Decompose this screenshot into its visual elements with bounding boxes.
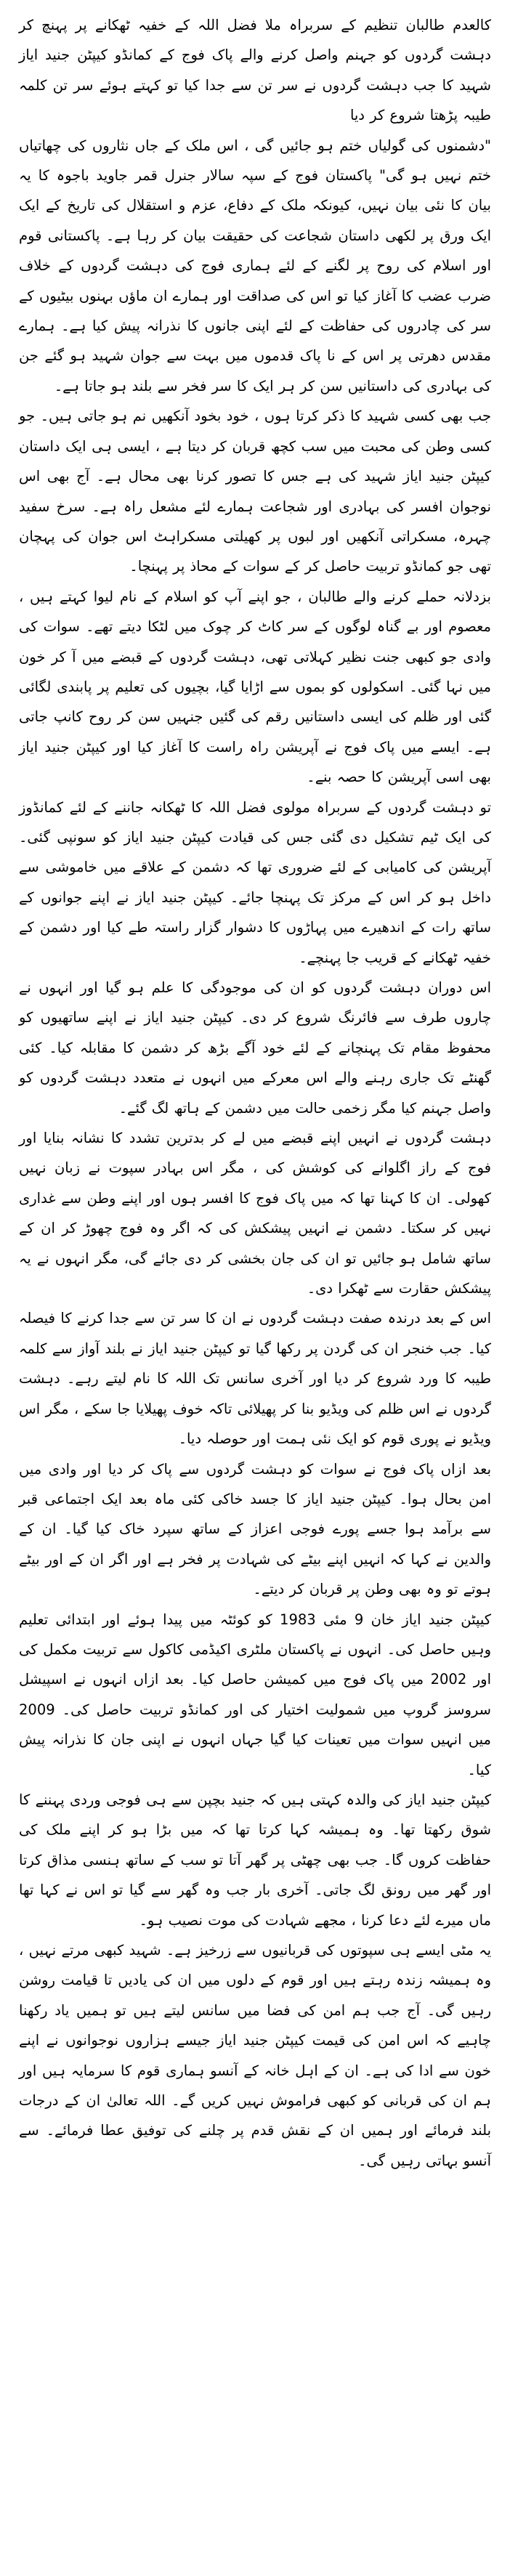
article-paragraph: یہ مٹی ایسے ہی سپوتوں کی قربانیوں سے زرخیز ہے۔ شہید کبھی مرتے نہیں ، وہ ہمیشہ زندہ رہتے ہیں اور قوم کے دلوں میں ان کی یادیں تا قیامت روشن رہیں گی۔ آج جب ہم امن کی فضا میں سانس لیتے ہیں تو ہمیں یاد رکھنا چاہیے کہ اس امن کی قیمت کیپٹن جنید ایاز جیسے ہزاروں نوجوانوں نے اپنے خون سے ادا کی ہے۔ ان کے اہل خانہ کے آنسو ہماری قوم کا سرمایہ ہیں اور ہم ان کی قربانی کو کبھی فراموش نہیں کریں گے۔ اللہ تعالیٰ ان کے درجات بلند فرمائے اور ہمیں ان کے نقش قدم پر چلنے کی توفیق عطا فرمائے۔ سے آنسو بہاتی رہیں گی۔ bbox=[19, 1942, 491, 2169]
article-paragraph: کیپٹن جنید ایاز کی والدہ کہتی ہیں کہ جنید بچپن سے ہی فوجی وردی پہننے کا شوق رکھتا تھا۔ وہ ہمیشہ کہا کرتا تھا کہ میں بڑا ہو کر اپنے ملک کی حفاظت کروں گا۔ جب بھی چھٹی پر گھر آتا تو سب کے ساتھ ہنسی مذاق کرتا اور گھر میں رونق لگ جاتی۔ آخری بار جب وہ گھر سے گیا تو اس نے کہا تھا ماں میرے لئے دعا کرنا ، مجھے شہادت کی موت نصیب ہو۔ bbox=[19, 1791, 491, 1929]
article-paragraph: بزدلانہ حملے کرنے والے طالبان ، جو اپنے آپ کو اسلام کے نام لیوا کہتے ہیں ، معصوم اور بے گناہ لوگوں کے سر کاٹ کر چوک میں لٹکا دیتے تھے۔ سوات کی وادی جو کبھی جنت نظیر کہلاتی تھی، دہشت گردوں کے قبضے میں آ کر خون میں نہا گئی۔ اسکولوں کو بموں سے اڑایا گیا، بچیوں کی تعلیم پر پابندی لگائی گئی اور ظلم کی ایسی داستانیں رقم کی گئیں جنہیں سن کر روح کانپ جاتی ہے۔ ایسے میں پاک فوج نے آپریشن راہ راست کا آغاز کیا اور کیپٹن جنید ایاز بھی اسی آپریشن کا حصہ بنے۔ bbox=[19, 588, 491, 786]
article-paragraph: اس کے بعد درندہ صفت دہشت گردوں نے ان کا سر تن سے جدا کرنے کا فیصلہ کیا۔ جب خنجر ان کی گردن پر رکھا گیا تو کیپٹن جنید ایاز نے بلند آواز سے کلمہ طیبہ کا ورد شروع کر دیا اور آخری سانس تک اللہ کا نام لیتے رہے۔ دہشت گردوں نے اس ظلم کی ویڈیو بنا کر پھیلائی تاکہ خوف پھیلایا جا سکے ، مگر اس ویڈیو نے پوری قوم کو ایک نئی ہمت اور حوصلہ دیا۔ bbox=[19, 1310, 491, 1448]
article-paragraph: تو دہشت گردوں کے سربراہ مولوی فضل اللہ کا ٹھکانہ جاننے کے لئے کمانڈوز کی ایک ٹیم تشکیل دی گئی جس کی قیادت کیپٹن جنید ایاز کو سونپی گئی۔ آپریشن کی کامیابی کے لئے ضروری تھا کہ دشمن کے علاقے میں خاموشی سے داخل ہو کر اس کے مرکز تک پہنچا جائے۔ کیپٹن جنید ایاز نے اپنے جوانوں کے ساتھ رات کے اندھیرے میں پہاڑوں کا دشوار گزار راستہ طے کیا اور دشمن کے خفیہ ٹھکانے کے قریب جا پہنچے۔ bbox=[19, 798, 491, 966]
article-paragraph: بعد ازاں پاک فوج نے سوات کو دہشت گردوں سے پاک کر دیا اور وادی میں امن بحال ہوا۔ کیپٹن جنید ایاز کا جسد خاکی کئی ماہ بعد ایک اجتماعی قبر سے برآمد ہوا جسے پورے فوجی اعزاز کے ساتھ سپرد خاک کیا گیا۔ ان کے والدین نے کہا کہ انہیں اپنے بیٹے کی شہادت پر فخر ہے اور اگر ان کے اور بیٹے ہوتے تو وہ بھی وطن پر قربان کر دیتے۔ bbox=[19, 1460, 491, 1598]
article-paragraph: "دشمنوں کی گولیاں ختم ہو جائیں گی ، اس ملک کے جاں نثاروں کی چھاتیاں ختم نہیں ہو گی" پاکستان فوج کے سپہ سالار جنرل قمر جاوید باجوہ کا یہ بیان کا نئی بیان نہیں، کیونکہ ملک کے دفاع، عزم و استقلال کی تاریخ کے ایک ایک ورق پر لکھی داستان شجاعت کی حقیقت بیان کر رہا ہے۔ پاکستانی قوم اور اسلام کی روح پر لگنے کے لئے ہماری فوج کی دہشت گردوں کے خلاف ضرب عضب کا آغاز کیا تو اس کی صداقت اور ہمارے ان ماؤں بہنوں بیٹیوں کے سر کی چادروں کی حفاظت کے لئے اپنی جانوں کا نذرانہ پیش کیا ہے۔ ہمارے مقدس دھرتی پر اس کے نا پاک قدموں میں بہت سے جوان شہید ہو گئے جن کی بہادری کی داستانیں سن کر ہر ایک کا سر فخر سے بلند ہو جاتا ہے۔ bbox=[19, 137, 491, 394]
article-body bbox=[19, 10, 491, 2176]
article-paragraph: کیپٹن جنید ایاز خان 9 مئی 1983 کو کوئٹہ میں پیدا ہوئے اور ابتدائی تعلیم وہیں حاصل کی۔ انہوں نے پاکستان ملٹری اکیڈمی کاکول سے تربیت مکمل کی اور 2002 میں پاک فوج میں کمیشن حاصل کیا۔ بعد ازاں انہوں نے اسپیشل سروسز گروپ میں شمولیت اختیار کی اور کمانڈو تربیت حاصل کی۔ 2009 میں انہیں سوات میں تعینات کیا گیا جہاں انہوں نے اپنی جان کا نذرانہ پیش کیا۔ bbox=[19, 1611, 492, 1778]
article-paragraph: کالعدم طالبان تنظیم کے سربراہ ملا فضل اللہ کے خفیہ ٹھکانے پر پہنچ کر دہشت گردوں کو جہنم واصل کرنے والے پاک فوج کے کمانڈو کیپٹن جنید ایاز شہید کا جب دہشت گردوں نے سر تن سے جدا کیا تو کہتے ہوئے سر تن کلمہ طیبہ پڑھتا شروع کر دیا bbox=[19, 17, 491, 124]
article-paragraph: جب بھی کسی شہید کا ذکر کرتا ہوں ، خود بخود آنکھیں نم ہو جاتی ہیں۔ جو کسی وطن کی محبت میں سب کچھ قربان کر دیتا ہے ، ایسی ہی ایک داستان کیپٹن جنید ایاز شہید کی ہے جس کا تصور کرنا بھی محال ہے۔ آج بھی اس نوجوان افسر کی بہادری اور شجاعت ہمارے لئے مشعل راہ ہے۔ سرخ سفید چہرہ، مسکراتی آنکھیں اور لبوں پر کھیلتی مسکراہٹ اس جوان کی پہچان تھی جو کمانڈو تربیت حاصل کر کے سوات کے محاذ پر پہنچا۔ bbox=[19, 408, 491, 575]
article-paragraph: دہشت گردوں نے انہیں اپنے قبضے میں لے کر بدترین تشدد کا نشانہ بنایا اور فوج کے راز اگلوانے کی کوشش کی ، مگر اس بہادر سپوت نے زبان نہیں کھولی۔ ان کا کہنا تھا کہ میں پاک فوج کا افسر ہوں اور اپنے وطن سے غداری نہیں کر سکتا۔ دشمن نے انہیں پیشکش کی کہ اگر وہ فوج چھوڑ کر ان کے ساتھ شامل ہو جائیں تو ان کی جان بخشی کر دی جائے گی، مگر انہوں نے یہ پیشکش حقارت سے ٹھکرا دی۔ bbox=[19, 1130, 491, 1297]
article-paragraph: اس دوران دہشت گردوں کو ان کی موجودگی کا علم ہو گیا اور انہوں نے چاروں طرف سے فائرنگ شروع کر دی۔ کیپٹن جنید ایاز نے اپنے ساتھیوں کو محفوظ مقام تک پہنچانے کے لئے خود آگے بڑھ کر دشمن کا مقابلہ کیا۔ کئی گھنٹے تک جاری رہنے والے اس معرکے میں انہوں نے متعدد دہشت گردوں کو واصل جہنم کیا مگر زخمی حالت میں دشمن کے ہاتھ لگ گئے۔ bbox=[19, 979, 491, 1117]
